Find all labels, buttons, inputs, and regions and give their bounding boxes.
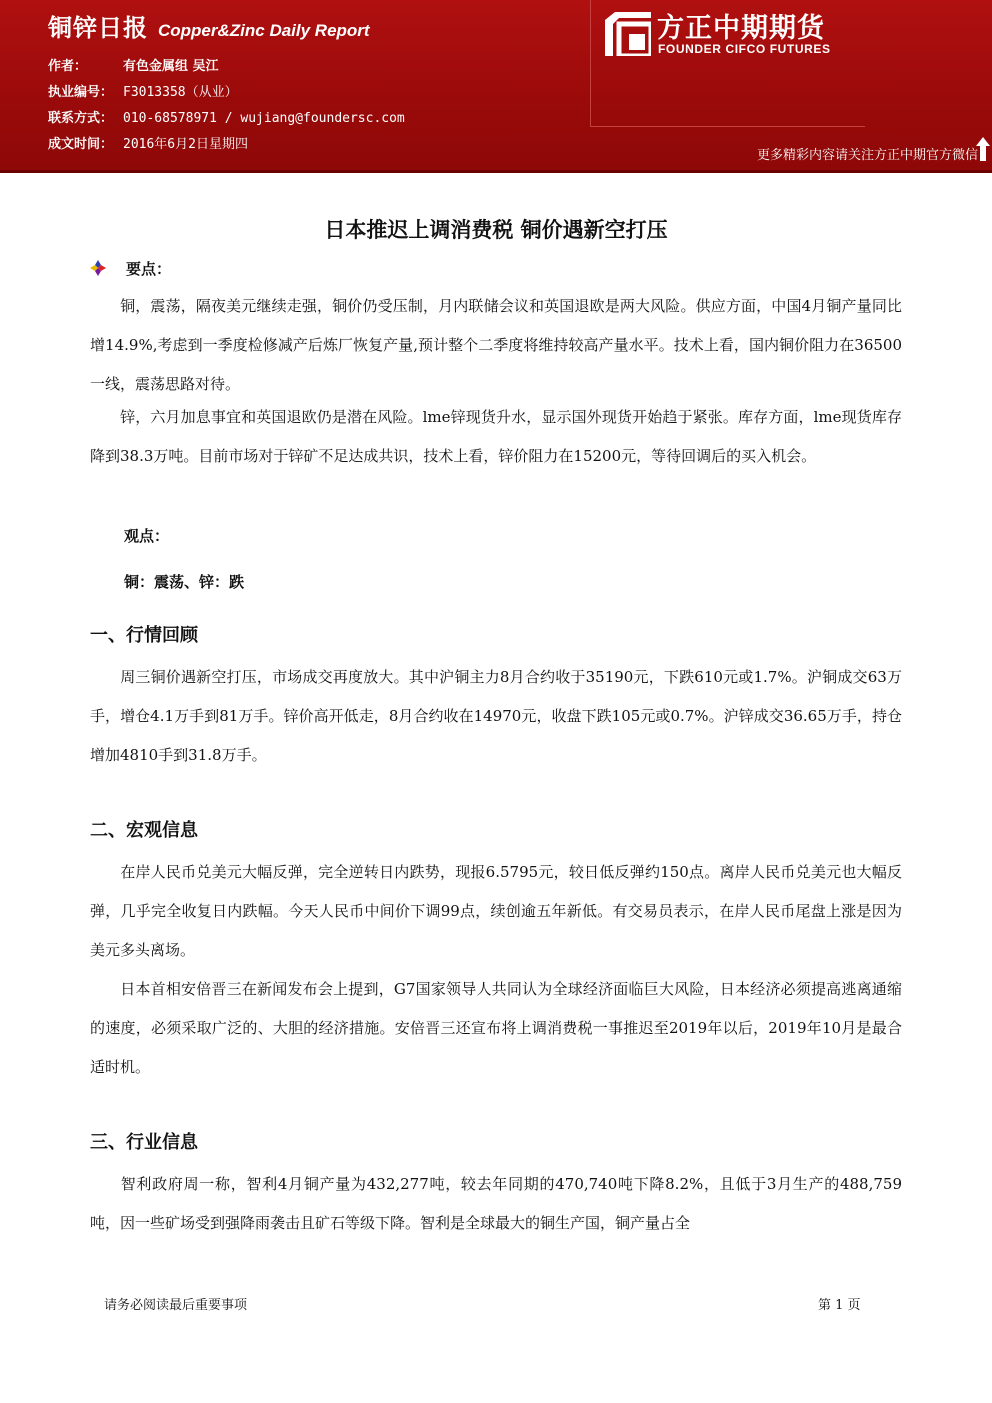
macro-paragraph-japan — [90, 970, 902, 1087]
report-title-cn: 铜锌日报 — [48, 14, 148, 42]
meta-row-license — [48, 80, 405, 106]
meta-row-author — [48, 54, 405, 80]
up-arrow-icon — [976, 137, 990, 161]
paragraph-text: 日本首相安倍晋三在新闻发布会上提到，G7国家领导人共同认为全球经济面临巨大风险，日本经济必须提高逃离通缩的速度，必须采取广泛的、大胆的经济措施。安倍晋三还宣布将上调消费税一事推迟至2019年以后，2019年10月是最合适时机。 — [90, 980, 902, 1076]
company-logo — [590, 0, 865, 127]
key-point-zinc — [90, 398, 902, 476]
document-title: 日本推迟上调消费税 铜价遇新空打压 — [324, 218, 668, 242]
meta-value: 010-68578971 / wujiang@foundersc.com — [123, 111, 405, 126]
meta-value: F3013358（从业） — [123, 85, 238, 100]
paragraph-text: 在岸人民币兑美元大幅反弹，完全逆转日内跌势，现报6.5795元，较日低反弹约150点。离岸人民币兑美元也大幅反弹，几乎完全收复日内跌幅。今天人民币中间价下调99点，续创逾五年新低。有交易员表示，在岸人民币尾盘上涨是因为美元多头离场。 — [90, 863, 902, 959]
bullet-diamond-icon — [90, 260, 106, 276]
meta-row-contact — [48, 106, 405, 132]
logo-text-en: FOUNDER CIFCO FUTURES — [658, 42, 831, 56]
meta-label: 成文时间： — [48, 137, 114, 152]
meta-label: 联系方式： — [48, 111, 114, 126]
meta-row-date — [48, 132, 405, 158]
section-heading-macro: 二、宏观信息 — [90, 820, 198, 841]
report-header — [0, 0, 992, 172]
meta-label: 执业编号： — [48, 85, 114, 100]
header-divider — [0, 170, 992, 173]
key-point-copper — [90, 287, 902, 404]
view-heading: 观点： — [124, 527, 170, 545]
author-info — [48, 54, 405, 158]
key-points-label: 要点： — [126, 260, 172, 278]
logo-mark-icon — [605, 12, 651, 56]
section-heading-industry: 三、行业信息 — [90, 1132, 198, 1153]
wechat-note: 更多精彩内容请关注方正中期官方微信 — [756, 148, 978, 163]
paragraph-text: 周三铜价遇新空打压，市场成交再度放大。其中沪铜主力8月合约收于35190元，下跌610元或1.7%。沪铜成交63万手，增仓4.1万手到81万手。锌价高开低走，8月合约收在14970元，收盘下跌105元或0.7%。沪锌成交36.65万手，持仓增加4810手到31.8万手。 — [90, 668, 902, 764]
paragraph-text: 锌，六月加息事宜和英国退欧仍是潜在风险。lme锌现货升水，显示国外现货开始趋于紧张。库存方面，lme现货库存降到38.3万吨。目前市场对于锌矿不足达成共识，技术上看，锌价阻力在15200元，等待回调后的买入机会。 — [90, 408, 902, 465]
paragraph-text: 智利政府周一称，智利4月铜产量为432,277吨，较去年同期的470,740吨下降8.2%，且低于3月生产的488,759吨，因一些矿场受到强降雨袭击且矿石等级下降。智利是全球最大的铜生产国，铜产量占全 — [90, 1175, 902, 1232]
report-title-en: Copper&Zinc Daily Report — [158, 21, 370, 40]
view-summary: 铜：震荡、锌：跌 — [124, 573, 245, 591]
section-heading-market-review: 一、行情回顾 — [90, 625, 198, 646]
logo-text-cn: 方正中期期货 — [657, 13, 825, 44]
meta-value: 2016年6月2日星期四 — [123, 137, 248, 152]
industry-paragraph — [90, 1165, 902, 1243]
paragraph-text: 铜，震荡，隔夜美元继续走强，铜价仍受压制，月内联储会议和英国退欧是两大风险。供应方面，中国4月铜产量同比增14.9%,考虑到一季度检修减产后炼厂恢复产量,预计整个二季度将维持较高产量水平。技术上看，国内铜价阻力在36500一线，震荡思路对待。 — [90, 297, 902, 393]
footer-notice: 请务必阅读最后重要事项 — [104, 1298, 248, 1313]
meta-label: 作者： — [48, 59, 88, 74]
report-title — [48, 8, 370, 43]
macro-paragraph-rmb — [90, 853, 902, 970]
market-review-paragraph — [90, 658, 902, 775]
page-number: 第 1 页 — [818, 1298, 861, 1313]
meta-value: 有色金属组 吴江 — [123, 59, 219, 74]
